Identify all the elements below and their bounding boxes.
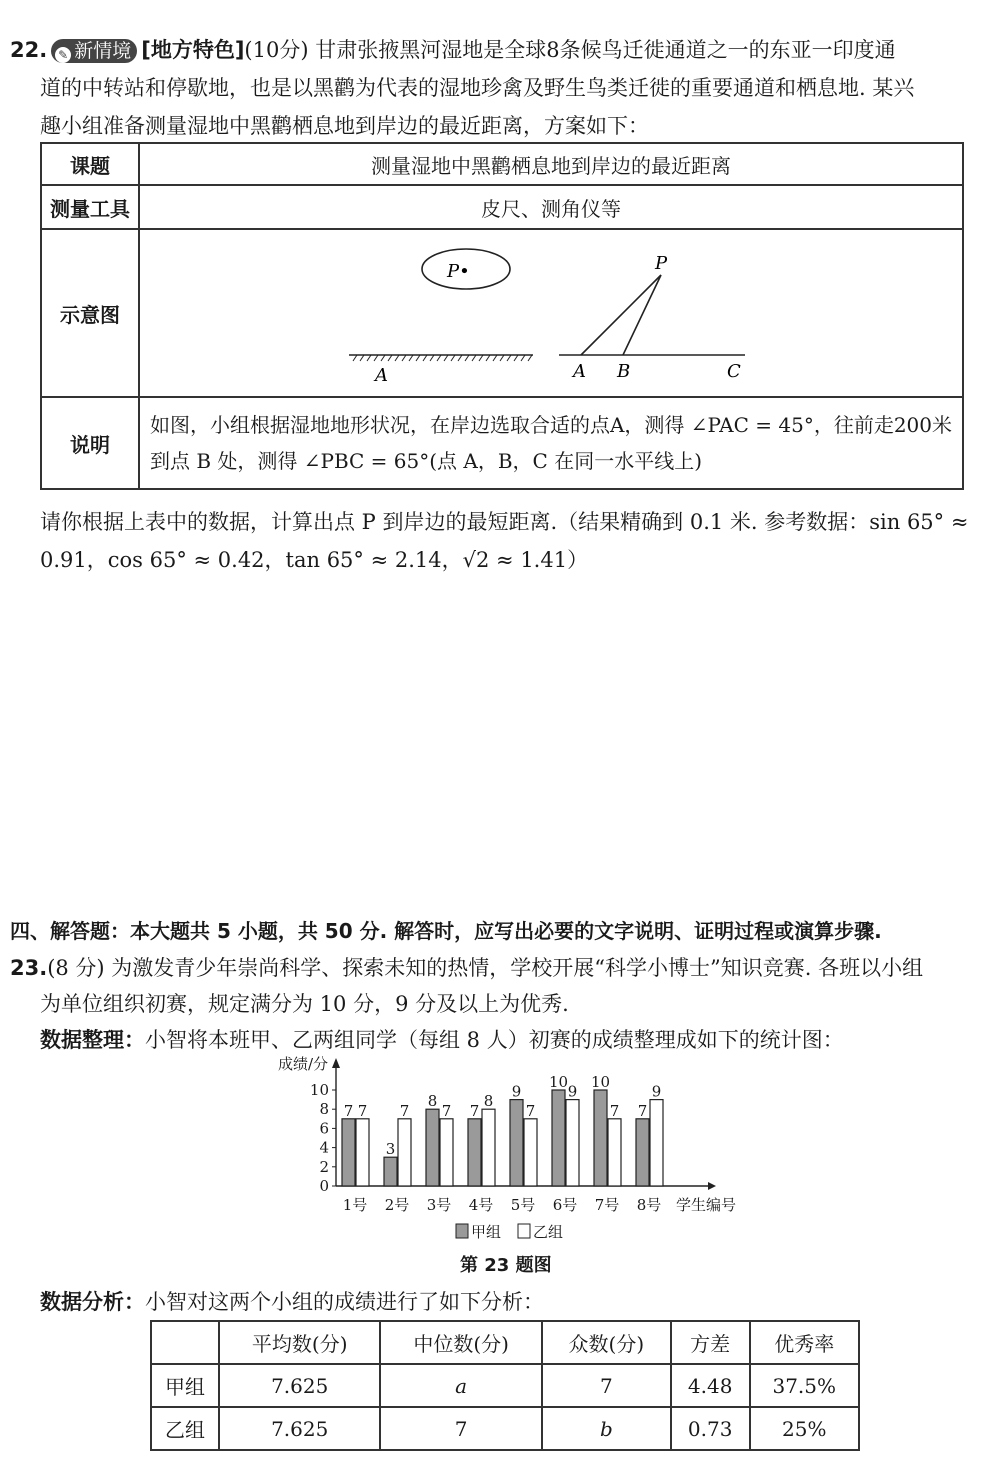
stats-row-jia xyxy=(151,1364,859,1407)
q23-line2: 为单位组织初赛，规定满分为 10 分，9 分及以上为优秀. xyxy=(40,992,569,1016)
bar-jia xyxy=(384,1157,397,1186)
hatch-mark xyxy=(479,355,483,361)
q22-number: 22. xyxy=(10,38,48,62)
y-axis-arrow xyxy=(332,1058,340,1068)
legend-swatch-yi xyxy=(518,1224,530,1238)
x-axis-title: 学生编号 xyxy=(676,1196,737,1214)
hatch-mark xyxy=(430,355,434,361)
y-tick-label: 4 xyxy=(319,1138,329,1157)
stats-row-yi xyxy=(151,1407,859,1450)
stats-cell: 7.625 xyxy=(219,1364,380,1407)
diagram-label: 示意图 xyxy=(41,229,139,397)
bar-jia xyxy=(552,1090,565,1186)
bar-yi xyxy=(398,1119,411,1186)
point-b: B xyxy=(616,361,631,382)
hatch-mark xyxy=(493,355,497,361)
stats-header-cell: 优秀率 xyxy=(750,1321,860,1364)
hatch-mark xyxy=(360,355,364,361)
hatch-mark xyxy=(409,355,413,361)
hatch-mark xyxy=(374,355,378,361)
bar-value-label: 7 xyxy=(469,1101,480,1120)
explain-label: 说明 xyxy=(41,397,139,489)
q23-data-analysis xyxy=(40,1286,544,1316)
new-context-badge xyxy=(51,39,137,63)
stats-cell: 7 xyxy=(542,1364,671,1407)
q23-line1 xyxy=(10,952,923,982)
bar-yi xyxy=(524,1119,537,1186)
legend-label-yi: 乙组 xyxy=(533,1223,564,1241)
bar-yi xyxy=(482,1109,495,1186)
pencil-icon: ✎ xyxy=(55,47,71,63)
hatch-mark xyxy=(444,355,448,361)
bar-value-label: 8 xyxy=(483,1092,494,1111)
q22-tag: [地方特色] xyxy=(141,38,245,62)
q22-ask-line2: 0.91，cos 65° ≈ 0.42，tan 65° ≈ 2.14，√2 ≈ 1.41） xyxy=(40,548,589,572)
bar-yi xyxy=(440,1119,453,1186)
explain-cell xyxy=(139,397,963,489)
hatch-mark xyxy=(367,355,371,361)
bar-value-label: 7 xyxy=(343,1101,354,1120)
bar-value-label: 3 xyxy=(385,1140,396,1159)
q23-number: 23. xyxy=(10,956,48,980)
bar-jia xyxy=(426,1109,439,1186)
y-tick-label: 6 xyxy=(319,1119,329,1138)
hatch-mark xyxy=(500,355,504,361)
shore-hatching xyxy=(353,355,532,361)
stats-header-cell xyxy=(151,1321,219,1364)
bar-value-label: 9 xyxy=(511,1082,522,1101)
legend-swatch-jia xyxy=(456,1224,468,1238)
hatch-mark xyxy=(423,355,427,361)
hatch-mark xyxy=(388,355,392,361)
hatch-mark xyxy=(472,355,476,361)
y-tick-label: 0 xyxy=(319,1177,329,1195)
bar-jia xyxy=(342,1119,355,1186)
stats-header-cell: 方差 xyxy=(671,1321,750,1364)
stats-cell: 甲组 xyxy=(151,1364,219,1407)
diagram-cell xyxy=(139,229,963,397)
bar-value-label: 10 xyxy=(590,1073,611,1091)
q22-line3: 趣小组准备测量湿地中黑鹳栖息地到岸边的最近距离，方案如下： xyxy=(40,114,649,138)
hatch-mark xyxy=(465,355,469,361)
figure-caption: 第 23 题图 xyxy=(460,1255,552,1276)
explain-line-1: 如图，小组根据湿地地形状况，在岸边选取合适的点A，测得 ∠PAC = 45°，往前走200米 xyxy=(149,413,952,437)
stats-header-cell: 中位数(分) xyxy=(380,1321,541,1364)
data-analysis-label: 数据分析： xyxy=(40,1290,145,1314)
x-tick-label: 7号 xyxy=(594,1196,620,1214)
line-bp xyxy=(623,275,661,355)
bar-value-label: 7 xyxy=(357,1101,368,1120)
badge-label: 新情境 xyxy=(74,40,132,62)
hatch-mark xyxy=(381,355,385,361)
shore-point-a: A xyxy=(374,365,388,386)
q23-data-org xyxy=(40,1024,844,1054)
point-c: C xyxy=(726,361,741,382)
q22-line1 xyxy=(10,34,896,64)
topic-value: 测量湿地中黑鹳栖息地到岸边的最近距离 xyxy=(139,143,963,185)
bar-yi xyxy=(608,1119,621,1186)
q22-table xyxy=(40,142,964,490)
y-tick-label: 2 xyxy=(319,1157,329,1176)
point-a: A xyxy=(572,361,586,382)
y-tick-label: 8 xyxy=(319,1100,329,1119)
bar-yi xyxy=(566,1100,579,1186)
stats-cell: 25% xyxy=(750,1407,860,1450)
bar-value-label: 7 xyxy=(399,1101,410,1120)
bar-value-label: 7 xyxy=(637,1101,648,1120)
hatch-mark xyxy=(458,355,462,361)
data-analysis-text: 小智对这两个小组的成绩进行了如下分析： xyxy=(145,1290,544,1314)
q22-line2: 道的中转站和停歇地，也是以黑鹳为代表的湿地珍禽及野生鸟类迁徙的重要通道和栖息地. 某兴 xyxy=(40,76,915,100)
q23-bar-chart xyxy=(240,1052,780,1242)
hatch-mark xyxy=(395,355,399,361)
data-org-label: 数据整理： xyxy=(40,1028,145,1052)
q22-diagram xyxy=(141,231,955,395)
data-org-text: 小智将本班甲、乙两组同学（每组 8 人）初赛的成绩整理成如下的统计图： xyxy=(145,1028,844,1052)
stats-cell: 37.5% xyxy=(750,1364,860,1407)
bar-jia xyxy=(468,1119,481,1186)
hatch-mark xyxy=(451,355,455,361)
point-p: P xyxy=(654,253,668,274)
tools-value: 皮尺、测角仪等 xyxy=(139,185,963,229)
bar-yi xyxy=(356,1119,369,1186)
hatch-mark xyxy=(486,355,490,361)
tools-label: 测量工具 xyxy=(41,185,139,229)
x-tick-label: 4号 xyxy=(468,1196,494,1214)
stats-header-row xyxy=(151,1321,859,1364)
explain-line-2: 到点 B 处，测得 ∠PBC = 65°(点 A，B，C 在同一水平线上) xyxy=(149,449,703,473)
hatch-mark xyxy=(353,355,357,361)
bar-yi xyxy=(650,1100,663,1186)
legend-label-jia: 甲组 xyxy=(471,1223,502,1241)
bar-value-label: 7 xyxy=(441,1101,452,1120)
hatch-mark xyxy=(416,355,420,361)
q23-stats-table xyxy=(150,1320,860,1451)
bar-value-label: 7 xyxy=(525,1101,536,1120)
x-tick-label: 6号 xyxy=(552,1196,578,1214)
section-heading: 四、解答题：本大题共 5 小题，共 50 分. 解答时，应写出必要的文字说明、证明过程或演算步骤. xyxy=(10,919,882,943)
hatch-mark xyxy=(507,355,511,361)
topic-label: 课题 xyxy=(41,143,139,185)
stats-cell: 乙组 xyxy=(151,1407,219,1450)
bar-value-label: 7 xyxy=(609,1101,620,1120)
stats-header-cell: 众数(分) xyxy=(542,1321,671,1364)
hatch-mark xyxy=(528,355,532,361)
bar-value-label: 9 xyxy=(567,1082,578,1101)
x-tick-label: 5号 xyxy=(510,1196,536,1214)
x-tick-label: 2号 xyxy=(384,1196,410,1214)
stats-cell: b xyxy=(542,1407,671,1450)
stats-cell: 7.625 xyxy=(219,1407,380,1450)
stats-cell: 7 xyxy=(380,1407,541,1450)
bar-jia xyxy=(594,1090,607,1186)
q22-text-1: (10分) 甘肃张掖黑河湿地是全球8条候鸟迁徙通道之一的东亚一印度通 xyxy=(244,38,896,62)
x-axis-arrow xyxy=(708,1182,716,1190)
bar-value-label: 9 xyxy=(651,1082,662,1101)
stats-cell: 4.48 xyxy=(671,1364,750,1407)
x-tick-label: 8号 xyxy=(636,1196,662,1214)
bar-value-label: 10 xyxy=(548,1073,569,1091)
stats-cell: a xyxy=(380,1364,541,1407)
hatch-mark xyxy=(402,355,406,361)
y-axis-title: 成绩/分 xyxy=(277,1055,328,1073)
bar-jia xyxy=(636,1119,649,1186)
stats-header-cell: 平均数(分) xyxy=(219,1321,380,1364)
hatch-mark xyxy=(514,355,518,361)
ellipse-label: P• xyxy=(446,261,470,282)
line-ap xyxy=(581,275,661,355)
hatch-mark xyxy=(437,355,441,361)
bar-value-label: 8 xyxy=(427,1092,438,1111)
q22-ask-line1: 请你根据上表中的数据，计算出点 P 到岸边的最短距离.（结果精确到 0.1 米. 参考数据：sin 65° ≈ xyxy=(40,510,969,534)
q23-text-1: (8 分) 为激发青少年崇尚科学、探索未知的热情，学校开展“科学小博士”知识竞赛. 各班以小组 xyxy=(47,956,924,980)
x-tick-label: 1号 xyxy=(342,1196,368,1214)
hatch-mark xyxy=(521,355,525,361)
y-tick-label: 10 xyxy=(309,1081,329,1099)
stats-cell: 0.73 xyxy=(671,1407,750,1450)
x-tick-label: 3号 xyxy=(426,1196,452,1214)
bar-jia xyxy=(510,1100,523,1186)
